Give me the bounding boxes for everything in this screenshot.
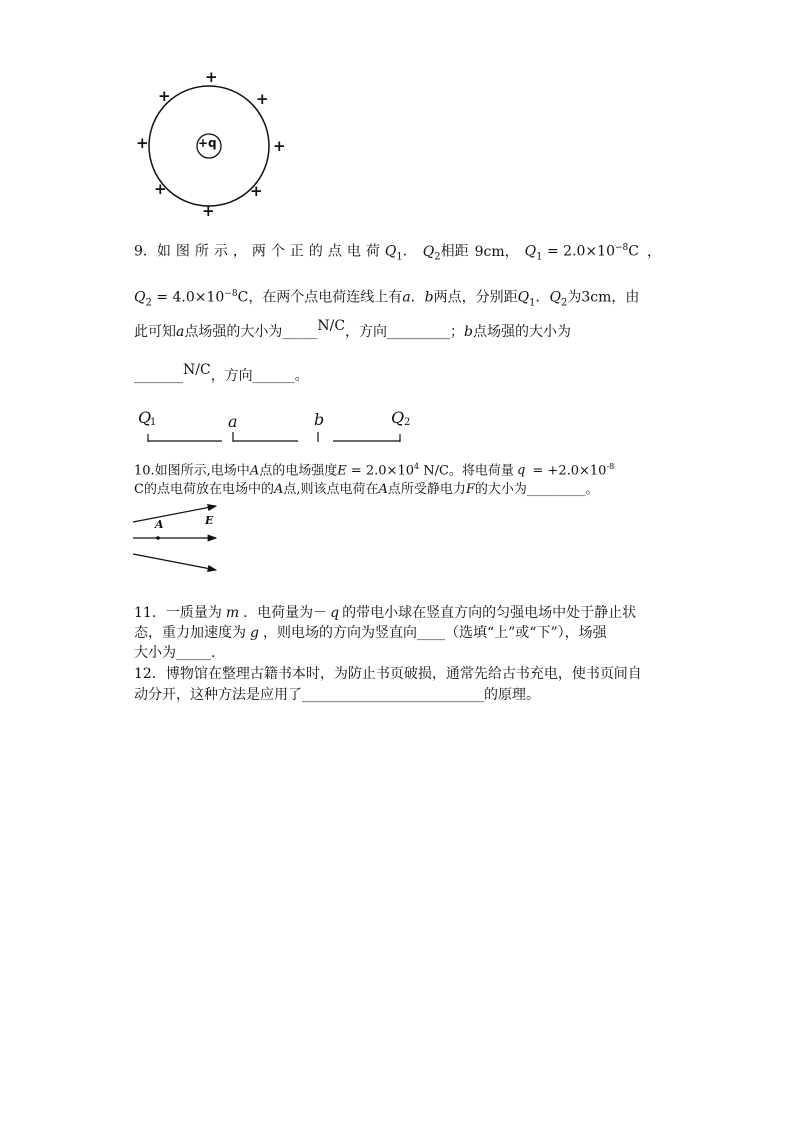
- q10-F: F: [465, 482, 475, 497]
- plus-sign-lower-right: +: [250, 182, 263, 200]
- q12-line-1: [134, 664, 642, 684]
- q9-text-2a: ，在两个点电荷连线上有: [248, 289, 403, 306]
- q9-text-3c: ，方向_________；: [345, 324, 465, 340]
- q11-m: m: [225, 605, 240, 621]
- plus-sign-left: +: [136, 134, 149, 152]
- q9-text-3a: 此可知: [134, 324, 176, 340]
- q10-text-2a: C的点电荷放在电场中的: [134, 482, 274, 497]
- point-A-dot: [156, 536, 160, 540]
- q9-point-b: b: [424, 289, 434, 306]
- q11-g: g: [250, 625, 259, 641]
- q9-distance: 9cm: [474, 243, 505, 260]
- q9-l2-q1-sub: 1: [529, 297, 536, 309]
- q9-text-3b: 点场强的大小为_____: [184, 324, 318, 340]
- q9-l2-sep: ．: [535, 289, 550, 306]
- q11-text-1c: 的带电小球在竖直方向的匀强电场中处于静止状: [342, 605, 637, 621]
- charges-line-diagram: [138, 406, 418, 446]
- q9-q1-exponent: −8: [614, 243, 629, 253]
- q10-line-1: [134, 457, 614, 481]
- q9-l3-b-var: b: [464, 324, 474, 340]
- fig3-E-label: E: [205, 514, 214, 527]
- q9-unit-nc-2: N/C: [183, 362, 211, 378]
- q11-text-1a: 11．一质量为: [134, 605, 222, 621]
- q9-l3-a-var: a: [176, 324, 185, 340]
- plus-sign-lower-left: +: [154, 180, 167, 198]
- q9-text-1a: 如图所示，两个正的点电荷: [156, 243, 385, 260]
- q9-l2-q2: Q: [549, 289, 561, 306]
- q9-text-4b: ，方向______。: [210, 368, 309, 384]
- q9-l2-q2-sub: 2: [560, 297, 568, 309]
- q9-q2-value: = 4.0×10: [151, 289, 225, 306]
- q9-q2-sub: 2: [434, 251, 441, 263]
- q11-line-1: [134, 603, 636, 623]
- q9-q2: Q: [422, 243, 435, 260]
- q9-text-4a: _______: [134, 368, 183, 384]
- q10-point-A: A: [249, 463, 260, 479]
- q10-point-A-3: A: [378, 482, 388, 497]
- q9-sep: ．: [402, 243, 417, 260]
- q10-text-1d: N/C。将电荷量: [419, 463, 514, 479]
- q10-text-2c: 点所受静电力: [387, 482, 466, 497]
- q9-text-2b: ．: [410, 289, 425, 306]
- charged-sphere-figure: [130, 68, 290, 220]
- charges-line-figure: [138, 406, 418, 446]
- q9-q1: Q: [384, 243, 397, 260]
- q11-q: q: [330, 605, 340, 621]
- field-lines-figure: [130, 500, 230, 576]
- q10-text-1e: = +2.0×10: [528, 463, 607, 479]
- fig3-A-label: A: [155, 518, 164, 531]
- field-lines-diagram: [130, 500, 230, 576]
- q9-unit-nc: N/C: [317, 318, 346, 334]
- q10-text-1c: = 2.0×10: [346, 463, 414, 479]
- fig2-q1-sub: 1: [150, 417, 157, 428]
- q9-text-2e: ，由: [611, 289, 640, 306]
- q10-E: E: [337, 463, 347, 479]
- q10-exponent-2: -8: [606, 462, 615, 471]
- q9-q2-exponent: −8: [224, 289, 238, 299]
- q11-text-2a: 态，重力加速度为: [134, 625, 246, 641]
- q9-text-2d: 为: [567, 289, 582, 306]
- q11-text-3: 大小为_____.: [134, 645, 216, 661]
- q9-line-2: [134, 284, 639, 313]
- q9-text-2c: 两点，分别距: [433, 289, 518, 306]
- field-line-top: [133, 506, 216, 522]
- q9-q1-unit: C: [628, 243, 639, 260]
- plus-sign-right: +: [273, 137, 286, 155]
- plus-sign-upper-right: +: [256, 90, 269, 108]
- q11-text-2b: ，则电场的方向为竖直向____（选填“上”或“下”），场强: [262, 625, 607, 641]
- q10-exponent: 4: [414, 462, 420, 471]
- q9-comma: ，: [504, 243, 519, 260]
- field-line-bottom: [133, 554, 216, 570]
- q9-line-4: [134, 362, 309, 386]
- fig2-b-label: b: [314, 410, 325, 429]
- q11-text-1b: ．电荷量为－: [243, 605, 328, 621]
- q9-distance-2: 3cm: [581, 289, 612, 306]
- q9-q2-unit: C: [237, 289, 249, 306]
- q10-q: q: [516, 463, 526, 479]
- q9-q2-eq-sub: 2: [145, 297, 152, 309]
- q9-q2-eq: Q: [134, 289, 146, 306]
- q10-text-2b: 点,则该点电荷在: [283, 482, 379, 497]
- q9-q1-eq: Q: [524, 243, 537, 260]
- q9-line-3: [134, 318, 572, 342]
- q9-q1-eq-sub: 1: [536, 251, 543, 263]
- plus-sign-bottom: +: [202, 202, 215, 220]
- q10-text-2d: 的大小为_________。: [474, 482, 599, 497]
- q12-text-1: 12．博物馆在整理古籍书本时，为防止书页破损，通常先给古书充电，使书页间自: [134, 666, 642, 682]
- q12-text-2: 动分开，这种方法是应用了__________________________的原理。: [134, 687, 540, 703]
- fig2-q2-sub: 2: [404, 417, 411, 428]
- q9-point-a: a: [402, 289, 411, 306]
- q10-text-1b: 点的电场强度: [259, 463, 338, 479]
- fig2-q1-label: Q: [138, 408, 152, 427]
- q12-line-2: [134, 685, 540, 705]
- inner-charge-label: +q: [198, 136, 217, 150]
- q9-line1-end: ，: [646, 243, 661, 260]
- q9-q1-sub: 1: [396, 251, 403, 263]
- fig2-q2-label: Q: [391, 408, 405, 427]
- q11-line-3: [134, 643, 215, 663]
- q9-text-3d: 点场强的大小为: [473, 324, 572, 340]
- q10-point-A-2: A: [273, 482, 284, 497]
- q9-number: 9．: [134, 243, 157, 260]
- fig2-a-label: a: [228, 412, 238, 431]
- q10-text-1a: 10.如图所示,电场中: [134, 463, 250, 479]
- q11-line-2: [134, 623, 607, 643]
- plus-sign-top: +: [205, 68, 218, 86]
- q9-line-1: [134, 238, 661, 267]
- q9-q1-value: = 2.0×10: [542, 243, 615, 260]
- q9-text-1b: 相距: [440, 243, 469, 260]
- q10-line-2: [134, 480, 598, 500]
- plus-sign-upper-left: +: [158, 87, 171, 105]
- q9-l2-q1: Q: [517, 289, 530, 306]
